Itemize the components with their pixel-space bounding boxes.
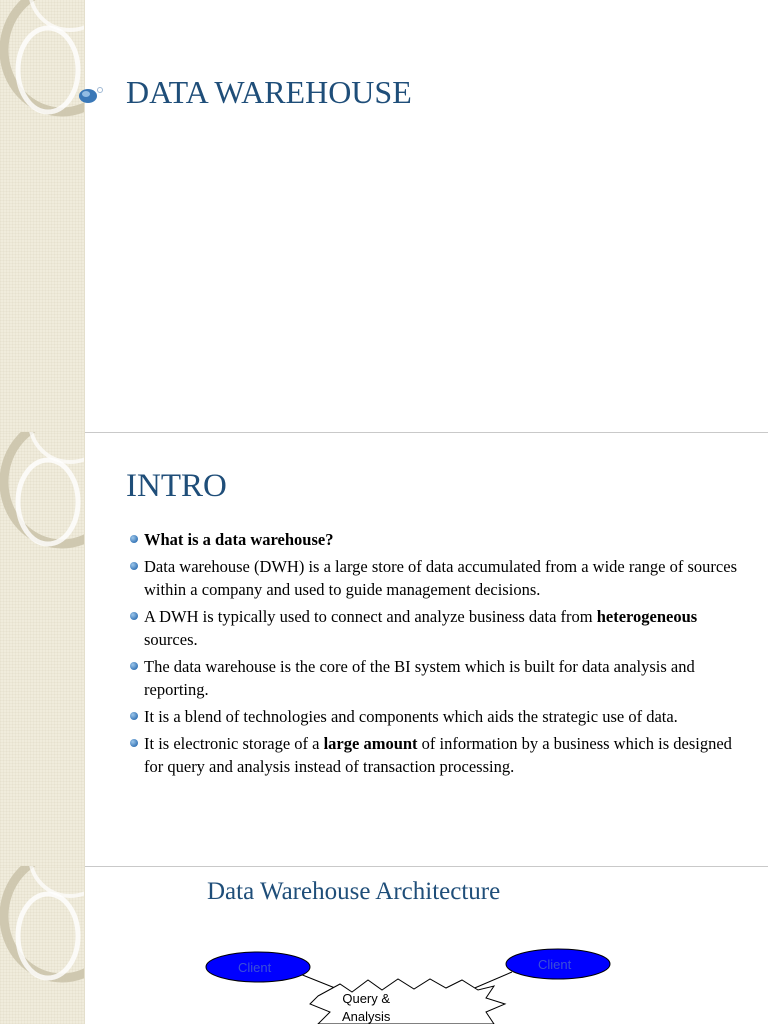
bullet-item (130, 605, 750, 651)
slide-1-title: DATA WAREHOUSE (126, 74, 412, 110)
bullet-dot-icon (130, 535, 138, 543)
slide-intro (0, 432, 768, 866)
sidebar-swirl-icon (0, 0, 84, 432)
bullet-item (130, 528, 750, 551)
bullet-dot-icon (130, 739, 138, 747)
query-analysis-burst (310, 979, 505, 1024)
bullet-dot-icon (130, 662, 138, 670)
sidebar-swirl-icon (0, 432, 84, 866)
intro-bullet-list (130, 528, 750, 782)
bullet-text-post: of information by a business which is designed for query and analysis instead of transaction processing. (144, 734, 732, 776)
bullet-item (130, 655, 750, 701)
slide-divider (84, 432, 768, 433)
decorative-sidebar (0, 432, 85, 866)
bullet-text: Data warehouse (DWH) is a large store of data accumulated from a wide range of sources within a company and used to guide management decisions. (144, 557, 737, 599)
client-left-label: Client (238, 960, 272, 975)
decorative-sidebar (0, 0, 85, 432)
bullet-item (130, 705, 750, 728)
bullet-text: What is a data warehouse? (144, 530, 334, 549)
bullet-item (130, 555, 750, 601)
slide-title-data-warehouse (0, 0, 768, 432)
bullet-text-pre: A DWH is typically used to connect and analyze business data from (144, 607, 597, 626)
bullet-item (130, 732, 750, 778)
slide-2-title: INTRO (126, 468, 227, 504)
bullet-text: It is a blend of technologies and components which aids the strategic use of data. (144, 707, 678, 726)
client-right-label: Client (538, 957, 572, 972)
bullet-text-pre: It is electronic storage of a (144, 734, 324, 753)
bullet-dot-icon (130, 562, 138, 570)
query-analysis-label (342, 990, 390, 1024)
query-label-line-1: Query & (342, 991, 391, 1006)
bullet-text-post: sources. (144, 630, 198, 649)
slide-3-title: Data Warehouse Architecture (207, 878, 501, 905)
query-label-line-2: Analysis (342, 1009, 391, 1024)
bullet-text-bold: heterogeneous (596, 607, 698, 626)
bullet-text: The data warehouse is the core of the BI system which is built for data analysis and reporting. (144, 657, 695, 699)
bullet-dot-icon (130, 712, 138, 720)
orb-bullet-icon (76, 85, 106, 105)
bullet-text-bold: large amount (323, 734, 418, 753)
slide-architecture (0, 866, 768, 1024)
bullet-dot-icon (130, 612, 138, 620)
